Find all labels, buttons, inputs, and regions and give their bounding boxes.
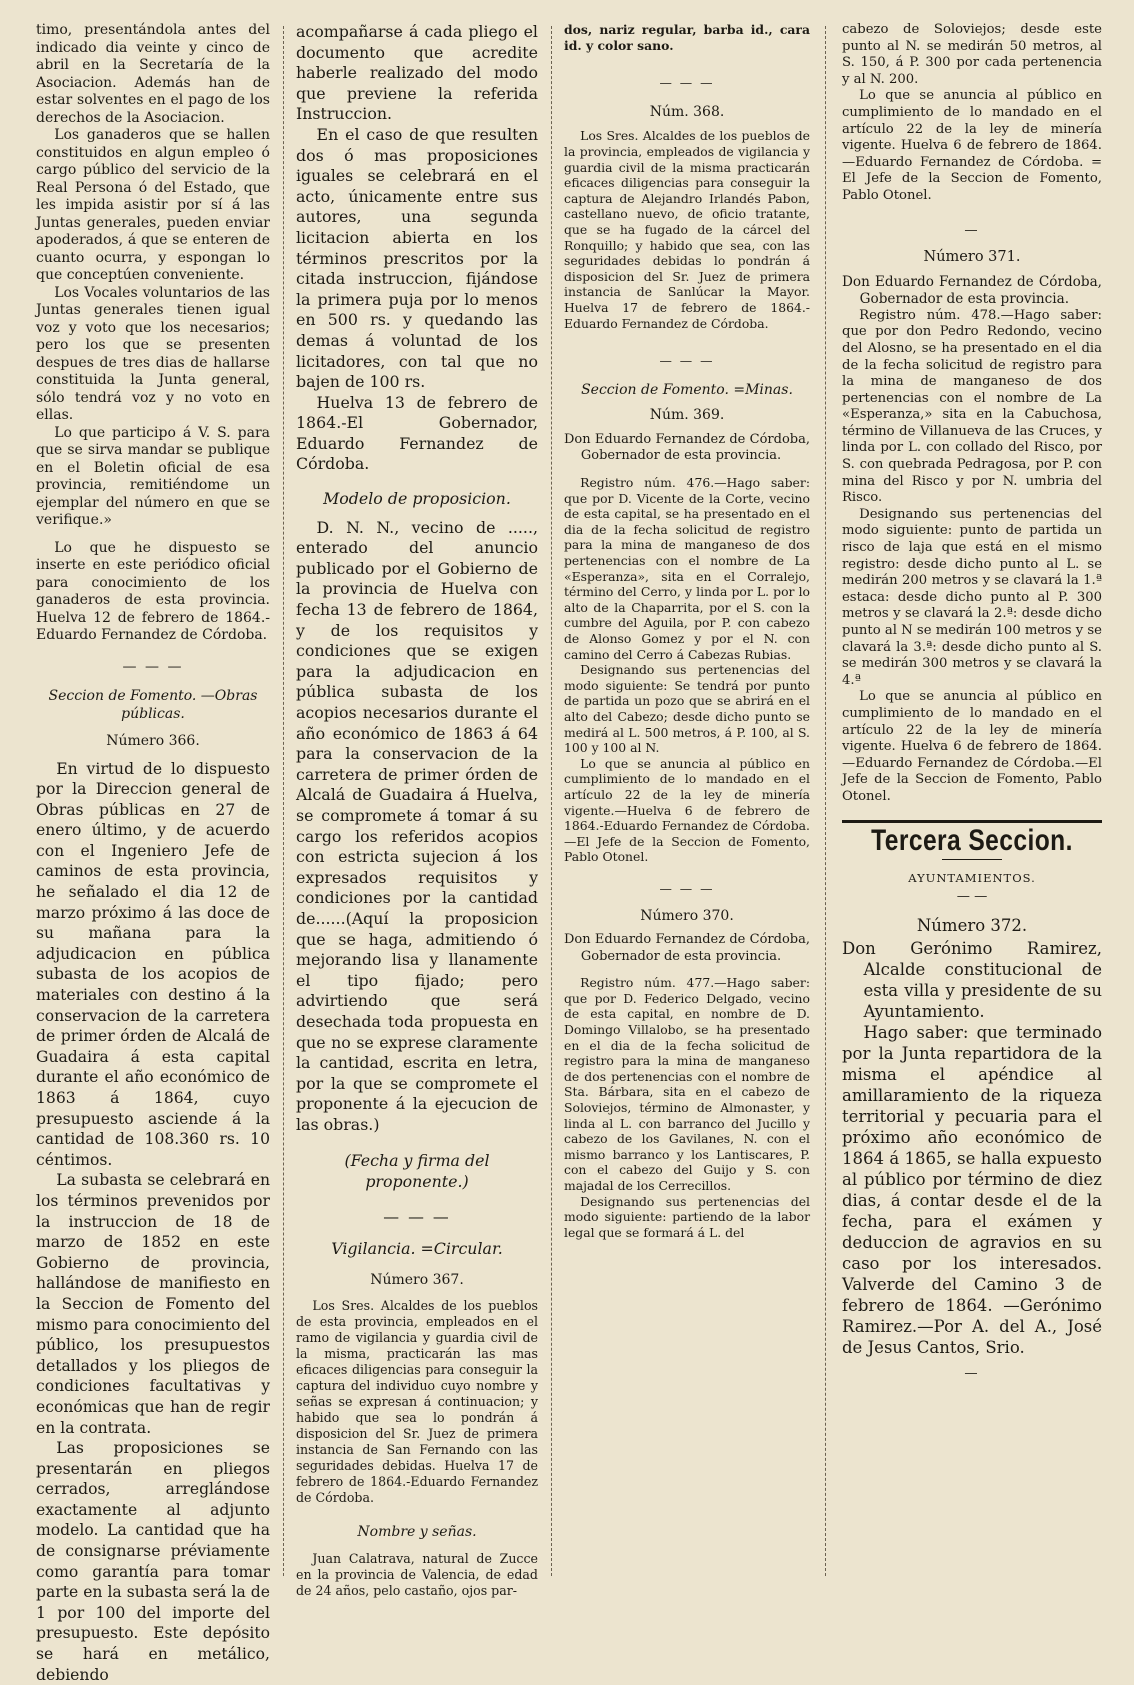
paragraph: Lo que se anuncia al público en cumplimiento de lo mandado en el artículo 22 de la ley de minería vigente. Huelva 6 de febrero de 1864.—Eduardo Fernandez de Córdoba.—El Jefe de la Seccion de Fomento, Pablo Otonel.: [842, 689, 1102, 804]
paragraph: Juan Calatrava, natural de Zucce en la provincia de Valencia, de edad de 24 años, pelo castaño, ojos par-: [296, 1551, 538, 1599]
paragraph: Don Eduardo Fernandez de Córdoba, Gobernador de esta provincia.: [564, 932, 810, 964]
signature-line: (Fecha y firma del proponente.): [344, 1151, 490, 1192]
paragraph: Registro núm. 476.—Hago saber: que por D. Vicente de la Corte, vecino de esta capital, se ha presentado en el dia de la fecha solicitud de registro para la mina de manganeso de dos pertenencias con el nombre de La «Esperanza», sita en el Corralejo, término del Cerro, y linda por L. por lo alto de la Chaparrita, por el S. con la cumbre del Aguila, por P. con cabezo de Alonso Gomez y por el N. con camino del Cerro á Cabezas Rubias.: [564, 475, 810, 662]
separator: — — —: [383, 1206, 451, 1226]
paragraph: Designando sus pertenencias del modo siguiente: punto de partida un risco de laja que está en el mismo registro: desde dicho punto al L. se medirán 200 metros y se clavará la 1.ª estaca: desde dicho punto al P. 300 metros y se clavará la 2.ª: desde dicho punto al N se medirán 100 metros y se clavará la 3.ª: desde dicho punto al S. se medirán 300 metros y se clavará la 4.ª: [842, 506, 1102, 688]
paragraph: Designando sus pertenencias del modo siguiente: partiendo de la labor legal que se formará á L. del: [564, 1193, 810, 1240]
subsection-heading: AYUNTAMIENTOS.: [908, 871, 1036, 886]
section-heading: Seccion de Fomento. —Obras públicas.: [48, 688, 258, 722]
paragraph: Registro núm. 477.—Hago saber: que por D. Federico Delgado, vecino de esta capital, en nombre de D. Domingo Villalobo, se ha presentado en el dia de la fecha solicitud de registro para la mina de manganeso de dos pertenencias con el nombre de Sta. Bárbara, sita en el cabezo de Soloviejos, término de Almonaster, y linda al L. con barranco del Jucillo y cabezo de los Gavilanes, N. con el mismo barranco y los Lantiscares, P. con el cabezo del Guijo y S. con majadal de los Cerrecillos.: [564, 975, 810, 1193]
paragraph: Los Vocales voluntarios de las Juntas generales tienen igual voz y voto que los necesarios; pero los que se presenten despues de tres dias de hallarse constituida la Junta general, sólo tendrá voz y no voto en ellas.: [36, 284, 270, 423]
paragraph: Lo que he dispuesto se inserte en este periódico oficial para conocimiento de los ganaderos de esta provincia. Huelva 12 de febrero de 1864.-Eduardo Fernandez de Córdoba.: [36, 539, 270, 643]
paragraph: Don Eduardo Fernandez de Córdoba, Gobernador de esta provincia.: [564, 431, 810, 464]
section-heading: Vigilancia. =Circular.: [331, 1239, 503, 1259]
paragraph: Designando sus pertenencias del modo siguiente: Se tendrá por punto de partida un pozo que se abrirá en el alto del Cabezo; desde dicho punto se medirá al L. 500 metros, á P. 100, al S. 100 y 100 al N.: [564, 662, 810, 756]
paragraph: acompañarse á cada pliego el documento que acredite haberle realizado del modo que previene la referida Instruccion.: [296, 22, 538, 124]
paragraph: Las proposiciones se presentarán en pliegos cerrados, arreglándose exactamente al adjunto modelo. La cantidad que ha de consignarse préviamente como garantía para tomar parte en la subasta será la de 1 por 100 del importe del presupuesto. Este depósito se hará en metálico, debiendo: [36, 1439, 270, 1684]
paragraph: Don Eduardo Fernandez de Córdoba, Gobernador de esta provincia.: [842, 273, 1102, 307]
paragraph: Huelva 13 de febrero de 1864.-El Gobernador, Eduardo Fernandez de Córdoba.: [296, 392, 538, 474]
section-title: Tercera Seccion.: [871, 823, 1073, 857]
notice-number: Núm. 368.: [649, 103, 725, 120]
separator: — — —: [659, 75, 715, 91]
column-divider: [551, 26, 553, 1576]
paragraph: Los Sres. Alcaldes de los pueblos de esta provincia, empleados en el ramo de vigilancia y guardia civil de la misma, practicarán las mas eficaces diligencias para conseguir la captura del individuo cuyo nombre y señas se expresan á continuacion; y habido que sea lo pondrán á disposicion del Sr. Juez de primera instancia de San Fernando con las seguridades debidas. Huelva 17 de febrero de 1864.-Eduardo Fernandez de Córdoba.: [296, 1298, 538, 1506]
column-3: [564, 22, 810, 1588]
section-heading: Modelo de proposicion.: [323, 489, 511, 509]
section-rule: [842, 820, 1102, 823]
separator: — — —: [122, 658, 184, 675]
notice-number: Número 370.: [640, 907, 734, 924]
paragraph: Lo que se anuncia al público en cumplimiento de lo mandado en el artículo 22 de la ley de minería vigente.—Huelva 6 de febrero de 1864.-Eduardo Fernandez de Córdoba.—El Jefe de la Seccion de Fomento, Pablo Otonel.: [564, 755, 810, 865]
paragraph: La subasta se celebrará en los términos prevenidos por la instruccion de 18 de marzo de 1852 en este Gobierno de provincia, hallándose de manifiesto en la Seccion de Fomento del mismo para conocimiento del público, los presupuestos detallados y los pliegos de condiciones facultativas y económicas que han de regir en la contrata.: [36, 1171, 270, 1437]
section-heading: Seccion de Fomento. =Minas.: [581, 381, 793, 398]
paragraph: Don Gerónimo Ramirez, Alcalde constitucional de esta villa y presidente de su Ayuntamiento.: [842, 939, 1102, 1022]
paragraph: Los ganaderos que se hallen constituidos en algun empleo ó cargo público del servicio de la Real Persona ó del Estado, que les impida asistir por sí á las Juntas generales, pueden enviar apoderados, á que se enteren de cuanto ocurra, y espongan lo que conceptúen conveniente.: [36, 127, 270, 283]
paragraph: En virtud de lo dispuesto por la Direccion general de Obras públicas en 27 de enero último, y de acuerdo con el Ingeniero Jefe de caminos de esta provincia, he señalado el dia 12 de marzo próximo á las doce de su mañana para la adjudicacion en pública subasta de los acopios de materiales con destino á la conservacion de la carretera de primer órden de Alcalá de Guadaira á esta capital durante el año económico de 1863 á 1864, cuyo presupuesto asciende á la cantidad de 108.360 rs. 10 céntimos.: [36, 759, 270, 1169]
column-divider: [825, 26, 827, 1576]
separator: — —: [956, 888, 988, 904]
paragraph: Los Sres. Alcaldes de los pueblos de la provincia, empleados de vigilancia y guardia civil de la misma practicarán eficaces diligencias para conseguir la captura de Alejandro Irlandés Pabon, castellano nuevo, de oficio tratante, que se ha fugado de la cárcel del Ronquillo; y habido que sea, con las seguridades debidas lo pondrán á disposicion del Sr. Juez de primera instancia de Sanlúcar la Mayor. Huelva 17 de febrero de 1864.-Eduardo Fernandez de Córdoba.: [564, 128, 810, 331]
column-1: [36, 22, 270, 1684]
column-4: [842, 22, 1102, 1588]
notice-number: Número 371.: [923, 249, 1021, 266]
paragraph: Registro núm. 478.—Hago saber: que por don Pedro Redondo, vecino del Alosno, se ha presentado en el dia de la fecha solicitud de registro para la mina de manganeso de dos pertenencias con el nombre de La «Esperanza,» sita en la Cabuchosa, término de Villanueva de las Cruces, y linda por L. con collado del Risco, por S. con quebrada Pedragosa, por P. con mina del Risco y por N. umbria del Risco.: [842, 307, 1102, 506]
column-2: [296, 22, 538, 1599]
paragraph: Lo que participo á V. S. para que se sirva mandar se publique en el Boletin oficial de esa provincia, remitiéndome un ejemplar del número en que se verifique.»: [36, 424, 270, 528]
notice-number: Núm. 369.: [649, 407, 725, 424]
paragraph: En el caso de que resulten dos ó mas proposiciones iguales se celebrará en el acto, únicamente entre sus autores, una segunda licitacion abierta en los términos prescritos por la citada instruccion, fijándose la primera puja por lo menos en 500 rs. y quedando las demas á voluntad de los licitadores, con tal que no bajen de 100 rs.: [296, 124, 538, 392]
separator: —: [964, 222, 980, 238]
paragraph: Hago saber: que terminado por la Junta repartidora de la misma el apéndice al amillaramiento de la riqueza territorial y pecuaria para el próximo año económico de 1864 á 1865, se halla expuesto al público por término de diez dias, á contar desde el de la fecha, para el exámen y deduccion de agravios en su caso por los interesados. Valverde del Camino 3 de febrero de 1864. —Gerónimo Ramirez.—Por A. del A., José de Jesus Cantos, Srio.: [842, 1023, 1102, 1358]
column-divider: [283, 26, 285, 1576]
paragraph: cabezo de Soloviejos; desde este punto al N. se medirán 50 metros, al S. 150, á P. 300 por cada pertenencia y al N. 200.: [842, 22, 1102, 87]
separator: — — —: [659, 353, 715, 369]
notice-number: Número 367.: [370, 1271, 464, 1288]
paragraph: timo, presentándola antes del indicado dia veinte y cinco de abril en la Secretaría de la Asociacion. Además han de estar solventes en el pago de los derechos de la Asociacion.: [36, 22, 270, 126]
notice-number: Número 366.: [106, 733, 200, 749]
separator: — — —: [659, 880, 715, 896]
paragraph: dos, nariz regular, barba id., cara id. y color sano.: [564, 22, 810, 53]
paragraph: D. N. N., vecino de ....., enterado del anuncio publicado por el Gobierno de la provincia de Huelva con fecha 13 de febrero de 1864, y de los requisitos y condiciones que se exigen para la adjudicacion en pública subasta de los acopios necesarios durante el año económico de 1863 á 64 para la conservacion de la carretera de primer órden de Alcalá de Guadaira á Huelva, se compromete á tomar á su cargo los referidos acopios con estricta sujecion á los expresados requisitos y condiciones por la cantidad de......(Aquí la proposicion que se haga, admitiendo ó mejorando lisa y llanamente el tipo fijado; pero advirtiendo que será desechada toda propuesta en que no se exprese claramente la cantidad, escrita en letra, por la que se compromete el proponente á la ejecucion de las obras.): [296, 517, 538, 1134]
section-heading: Nombre y señas.: [357, 1524, 477, 1541]
paragraph: Lo que se anuncia al público en cumplimiento de lo mandado en el artículo 22 de la ley de minería vigente. Huelva 6 de febrero de 1864.—Eduardo Fernandez de Córdoba. = El Jefe de la Seccion de Fomento, Pablo Otonel.: [842, 88, 1102, 203]
ornament-rule: [942, 859, 1002, 860]
notice-number: Número 372.: [916, 916, 1028, 936]
separator: —: [964, 1366, 980, 1382]
